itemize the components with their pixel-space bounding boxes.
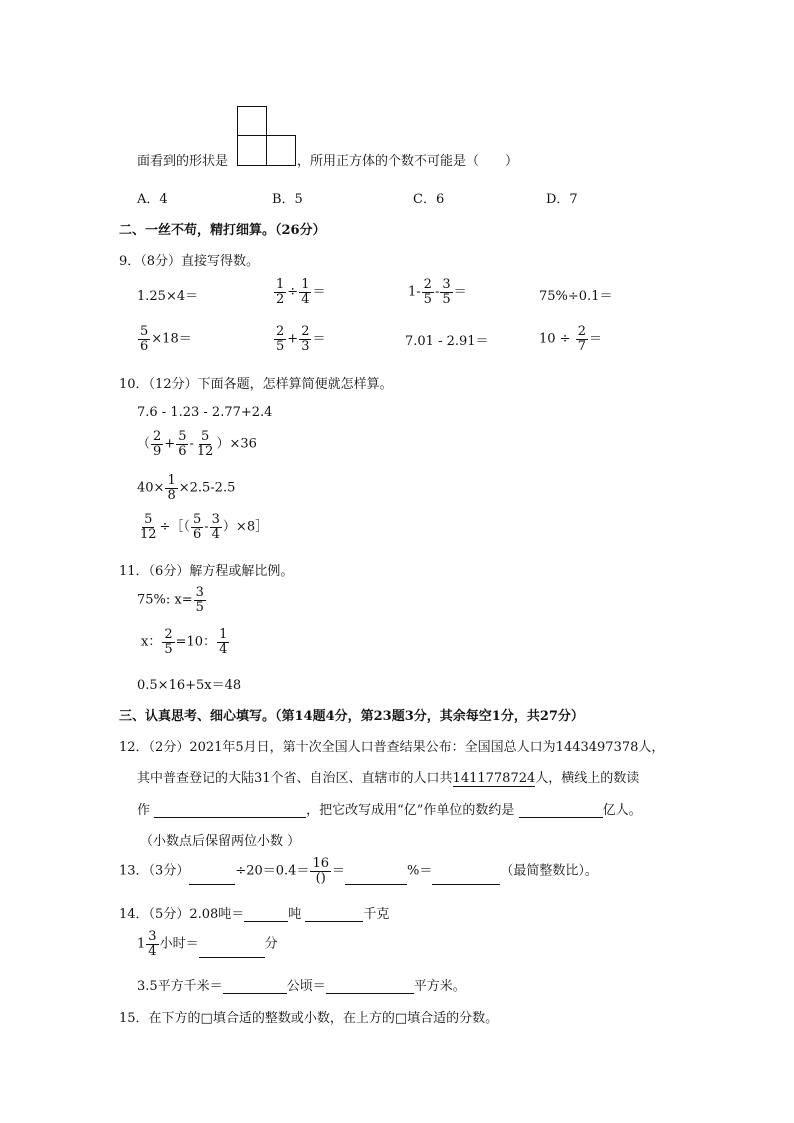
fraction: $\frac{2}{9}$ <box>153 429 162 459</box>
answer-blank[interactable] <box>345 870 407 885</box>
fraction: $\frac{3}{5}$ <box>195 585 204 615</box>
fraction: $\frac{5}{12}$ <box>196 429 214 459</box>
q8-stem <box>137 150 228 169</box>
q8-stem-tail: ，所用正方体的个数不可能是（ ） <box>297 154 519 169</box>
q10-expr-1: 7.6 - 1.23 - 2.77+2.4 <box>137 405 273 420</box>
fraction: $\frac{5}{6}$ <box>178 429 187 459</box>
answer-blank[interactable] <box>326 979 414 994</box>
answer-blank[interactable] <box>189 870 235 885</box>
q8-option-a: A．4 <box>137 192 168 207</box>
fraction: $\frac{5}{6}$ <box>140 324 149 354</box>
q14-line-1: 14．（5分）2.08吨＝ 吨 千克 <box>119 907 390 922</box>
fraction: $\frac{2}{5}$ <box>164 627 173 657</box>
answer-blank[interactable] <box>223 979 287 994</box>
fraction: $\frac{16}{()}$ <box>312 856 329 886</box>
q8-option-d: D．7 <box>546 192 578 207</box>
answer-blank[interactable] <box>154 803 306 818</box>
q15-stem: 15．在下方的□填合适的整数或小数，在上方的□填合适的分数。 <box>119 1011 499 1026</box>
answer-blank[interactable] <box>432 870 500 885</box>
fraction: $\frac{1}{8}$ <box>167 473 176 503</box>
fraction: $\frac{1}{2}$ <box>276 277 285 307</box>
q9-expr-4: 75%÷0.1＝ <box>539 289 613 304</box>
q12-line-1: 12．（2分）2021年5月日，第十次全国人口普查结果公布：全国国总人口为1443497378人， <box>119 740 665 755</box>
q12-line-2: 其中普查登记的大陆31个省、自治区、直辖市的人口共1411778724人，横线上的数读 <box>137 771 640 786</box>
q14-line-3: 3.5平方千米＝ 公顷＝ 平方米。 <box>137 979 466 994</box>
q9-expr-6: $\frac{2}{5}$ + $\frac{2}{3}$ ＝ <box>276 324 326 354</box>
q8-option-c: C．6 <box>413 192 445 207</box>
fraction: $\frac{5}{12}$ <box>140 512 157 542</box>
fraction: $\frac{2}{3}$ <box>301 324 310 354</box>
q11-stem: 11．（6分）解方程或解比例。 <box>119 564 294 579</box>
q10-stem: 10．（12分）下面各题，怎样算简便就怎样算。 <box>119 377 393 392</box>
section-3-heading: 三、认真思考、细心填写。（第14题4分，第23题3分，其余每空1分，共27分） <box>119 709 584 724</box>
q9-expr-5: $\frac{5}{6}$ ×18＝ <box>140 324 192 354</box>
q8-option-b: B．5 <box>272 192 303 207</box>
answer-blank[interactable] <box>305 907 363 922</box>
view-shape-square-top <box>237 106 267 136</box>
fraction: $\frac{2}{5}$ <box>276 324 285 354</box>
q11-expr-3: 0.5×16+5x＝48 <box>137 678 242 693</box>
q9-expr-3: 1- $\frac{2}{5}$ - $\frac{3}{5}$ ＝ <box>408 277 467 307</box>
q10-expr-3: 40× $\frac{1}{8}$ ×2.5-2.5 <box>137 473 236 503</box>
q9-stem: 9．（8分）直接写得数。 <box>119 254 260 269</box>
q13: 13．（3分） ÷20＝0.4＝ $\frac{16}{()}$ ＝ %＝ （最简整数比）。 <box>119 856 598 886</box>
q10-expr-4: $\frac{5}{12}$ ÷［（ $\frac{5}{6}$ - $\frac{3}{4}$ ）×8］ <box>140 512 269 542</box>
fraction: $\frac{5}{6}$ <box>192 512 202 542</box>
fraction: $\frac{2}{5}$ <box>423 277 432 307</box>
fraction: $\frac{1}{4}$ <box>301 277 310 307</box>
q11-expr-1: 75%: x= $\frac{3}{5}$ <box>137 585 204 615</box>
q14-line-2: 1 $\frac{3}{4}$ 小时＝ 分 <box>137 929 278 959</box>
section-2-heading: 二、一丝不苟，精打细算。（26分） <box>119 223 326 238</box>
q9-expr-2: $\frac{1}{2}$ ÷ $\frac{1}{4}$ ＝ <box>276 277 326 307</box>
fraction: $\frac{3}{4}$ <box>211 512 220 542</box>
q10-expr-2: （ $\frac{2}{9}$ + $\frac{5}{6}$ - $\frac{5}{12}$ ）×36 <box>137 429 257 459</box>
answer-blank[interactable] <box>519 803 603 818</box>
q12-line-4: （小数点后保留两位小数 ） <box>140 834 301 849</box>
q9-expr-1: 1.25×4＝ <box>137 289 199 304</box>
view-shape-square-bottom-right <box>266 135 296 166</box>
underlined-number: 1411778724 <box>452 771 536 786</box>
fraction: $\frac{1}{4}$ <box>219 627 228 657</box>
q11-expr-2: x： $\frac{2}{5}$ =10： $\frac{1}{4}$ <box>141 627 228 657</box>
fraction: $\frac{2}{7}$ <box>577 324 586 354</box>
q9-expr-8: 10 ÷ $\frac{2}{7}$ ＝ <box>539 324 602 354</box>
q8-stem-text: 面看到的形状是 <box>137 154 229 169</box>
q12-line-3: 作 ，把它改写成用“亿”作单位的数约是 亿人。 <box>137 803 642 818</box>
view-shape-square-bottom-left <box>237 135 267 166</box>
fraction: $\frac{3}{4}$ <box>148 929 157 959</box>
answer-blank[interactable] <box>244 907 288 922</box>
q9-expr-7: 7.01 - 2.91＝ <box>405 334 489 349</box>
fraction: $\frac{3}{5}$ <box>442 277 451 307</box>
answer-blank[interactable] <box>199 943 265 958</box>
